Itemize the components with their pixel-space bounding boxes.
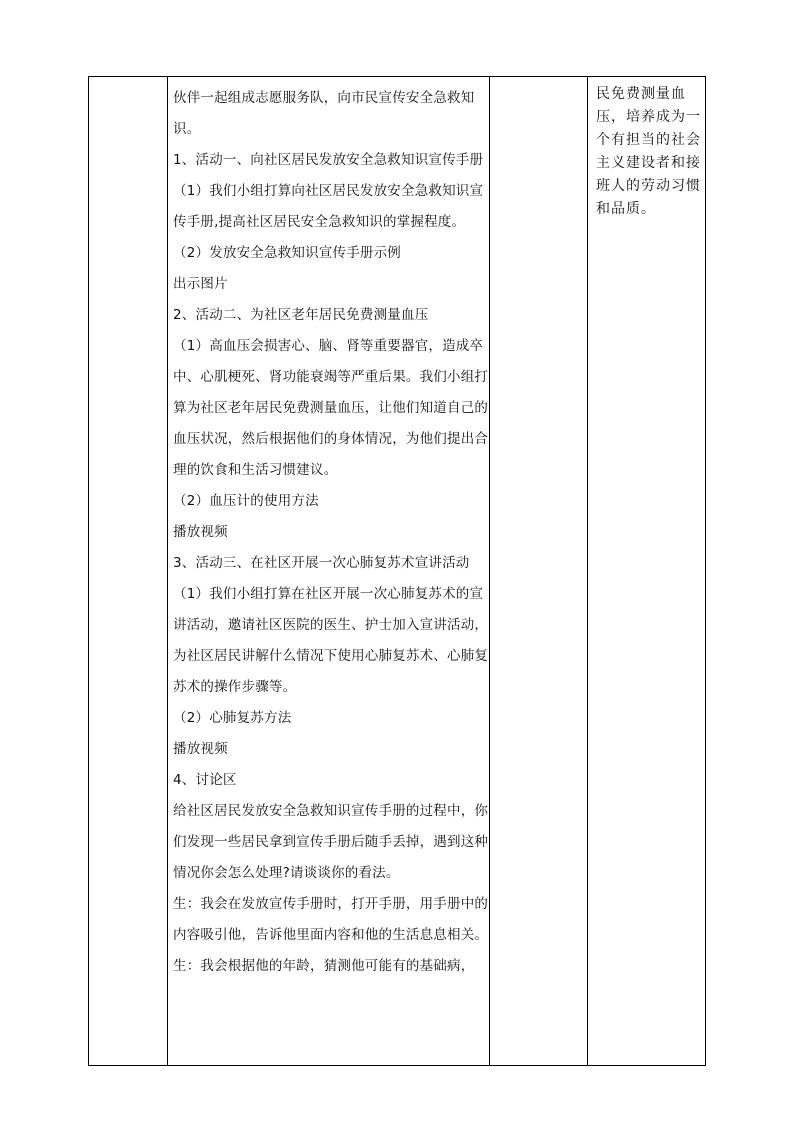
content-paragraph: （1）我们小组打算在社区开展一次心肺复苏术的宣讲活动，邀请社区医院的医生、护士加入宣讲活动，为社区居民讲解什么情况下使用心肺复苏术、心肺复苏术的操作步骤等。	[173, 586, 489, 695]
goal-text: 民免费测量血压，培养成为一个有担当的社会主义建设者和接班人的劳动习惯和品质。	[596, 86, 701, 217]
content-paragraph: （1）高血压会损害心、脑、肾等重要器官，造成卒中、心肌梗死、肾功能衰竭等严重后果。我们小组打算为社区老年居民免费测量血压，让他们知道自己的血压状况，然后根据他们的身体情况，为他们提出合理的饮食和生活习惯建议。	[173, 338, 489, 478]
lesson-table	[88, 76, 706, 1066]
content-paragraph: 给社区居民发放安全急救知识宣传手册的过程中，你们发现一些居民拿到宣传手册后随手丢掉，遇到这种情况你会怎么处理?请谈谈你的看法。	[173, 803, 489, 881]
student-answer: 生：我会在发放宣传手册时，打开手册，用手册中的内容吸引他，告诉他里面内容和他的生活息息相关。	[173, 896, 489, 943]
content-paragraph: 伙伴一起组成志愿服务队，向市民宣传安全急救知识。	[173, 90, 475, 137]
content-paragraph: （2）发放安全急救知识宣传手册示例	[173, 245, 401, 261]
column-divider-2	[489, 77, 490, 1065]
column-divider-1	[167, 77, 168, 1065]
content-paragraph: （1）我们小组打算向社区居民发放安全急救知识宣传手册,提高社区居民安全急救知识的掌握程度。	[173, 183, 484, 230]
content-paragraph: 播放视频	[173, 524, 228, 540]
content-paragraph: 播放视频	[173, 741, 228, 757]
activity-2-heading: 2、活动二、为社区老年居民免费测量血压	[173, 307, 429, 323]
activity-1-heading: 1、活动一、向社区居民发放安全急救知识宣传手册	[173, 152, 484, 168]
content-paragraph: （2）血压计的使用方法	[173, 493, 319, 509]
student-answer: 生：我会根据他的年龄，猜测他可能有的基础病，	[173, 958, 475, 974]
activity-content-cell	[169, 77, 489, 982]
activity-3-heading: 3、活动三、在社区开展一次心肺复苏术宣讲活动	[173, 555, 470, 571]
content-paragraph: 出示图片	[173, 276, 228, 292]
column-divider-3	[587, 77, 588, 1065]
goal-cell	[591, 77, 705, 221]
discussion-heading: 4、讨论区	[173, 772, 237, 788]
content-paragraph: （2）心肺复苏方法	[173, 710, 292, 726]
